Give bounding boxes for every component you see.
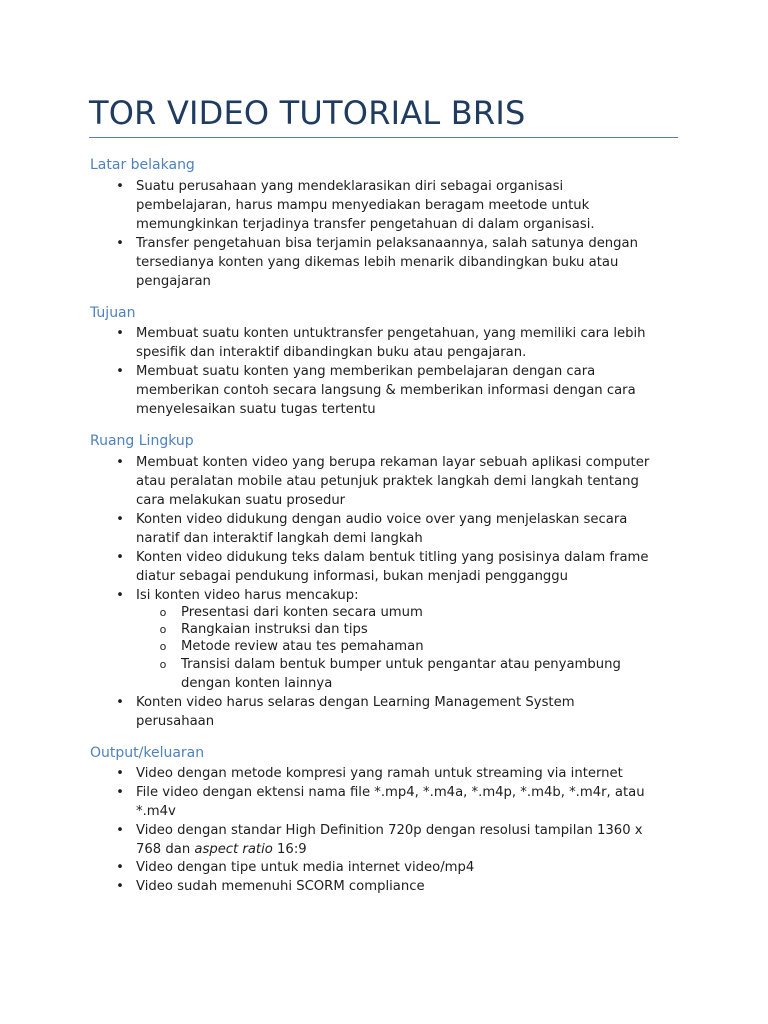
list-item: • Isi konten video harus mencakup: xyxy=(136,586,681,605)
bullet-icon: • xyxy=(116,326,124,341)
bullet-icon: • xyxy=(116,860,124,875)
sub-list-item: o Transisi dalam bentuk bumper untuk pengantar atau penyambung dengan konten lainnya xyxy=(181,655,681,693)
list-item: • Video dengan tipe untuk media internet video/mp4 xyxy=(136,858,681,877)
bullet-icon: • xyxy=(116,588,124,603)
circle-bullet-icon: o xyxy=(159,640,167,653)
circle-bullet-icon: o xyxy=(159,658,167,671)
heading-latar-belakang: Latar belakang xyxy=(90,157,195,173)
bullet-icon: • xyxy=(116,879,124,894)
heading-tujuan: Tujuan xyxy=(90,305,136,321)
circle-bullet-icon: o xyxy=(159,606,167,619)
bullet-icon: • xyxy=(116,785,124,800)
bullet-icon: • xyxy=(116,766,124,781)
list-item: • Transfer pengetahuan bisa terjamin pelaksanaannya, salah satunya dengan tersedianya konten yang dikemas lebih menarik dibandingkan buku atau pengajaran xyxy=(136,234,681,291)
sub-list-item: o Metode review atau tes pemahaman xyxy=(181,637,681,656)
bullet-icon: • xyxy=(116,695,124,710)
bullet-icon: • xyxy=(116,236,124,251)
bullet-icon: • xyxy=(116,364,124,379)
list-item: • Konten video didukung dengan audio voice over yang menjelaskan secara naratif dan interaktif langkah demi langkah xyxy=(136,510,681,548)
title-divider xyxy=(89,137,678,138)
list-item: • Suatu perusahaan yang mendeklarasikan diri sebagai organisasi pembelajaran, harus mampu menyediakan beragam meetode untuk memungkinkan terjadinya transfer pengetahuan di dalam organisasi. xyxy=(136,177,681,234)
page-title: TOR VIDEO TUTORIAL BRIS xyxy=(89,94,526,132)
list-item: • Video dengan metode kompresi yang ramah untuk streaming via internet xyxy=(136,764,681,783)
list-item: • Membuat suatu konten untuktransfer pengetahuan, yang memiliki cara lebih spesifik dan interaktif dibandingkan buku atau pengajaran. xyxy=(136,324,681,362)
list-item: • File video dengan ektensi nama file *.mp4, *.m4a, *.m4p, *.m4b, *.m4r, atau *.m4v xyxy=(136,783,681,821)
list-item: • Video dengan standar High Definition 720p dengan resolusi tampilan 1360 x 768 dan aspect ratio 16:9 xyxy=(136,821,681,859)
list-item: • Konten video harus selaras dengan Learning Management System perusahaan xyxy=(136,693,681,731)
list-item: • Membuat suatu konten yang memberikan pembelajaran dengan cara memberikan contoh secara langsung & memberikan informasi dengan cara menyelesaikan suatu tugas tertentu xyxy=(136,362,681,419)
list-item: • Membuat konten video yang berupa rekaman layar sebuah aplikasi computer atau peralatan mobile atau petunjuk praktek langkah demi langkah tentang cara melakukan suatu prosedur xyxy=(136,453,681,510)
list-item: • Konten video didukung teks dalam bentuk titling yang posisinya dalam frame diatur sebagai pendukung informasi, bukan menjadi pengganggu xyxy=(136,548,681,586)
heading-output-keluaran: Output/keluaran xyxy=(90,745,205,761)
bullet-icon: • xyxy=(116,550,124,565)
bullet-icon: • xyxy=(116,455,124,470)
sub-list-item: o Rangkaian instruksi dan tips xyxy=(181,620,681,639)
bullet-icon: • xyxy=(116,823,124,838)
bullet-icon: • xyxy=(116,512,124,527)
sub-list-item: o Presentasi dari konten secara umum xyxy=(181,603,681,622)
bullet-icon: • xyxy=(116,179,124,194)
circle-bullet-icon: o xyxy=(159,623,167,636)
list-item: • Video sudah memenuhi SCORM compliance xyxy=(136,877,681,896)
heading-ruang-lingkup: Ruang Lingkup xyxy=(90,433,194,449)
